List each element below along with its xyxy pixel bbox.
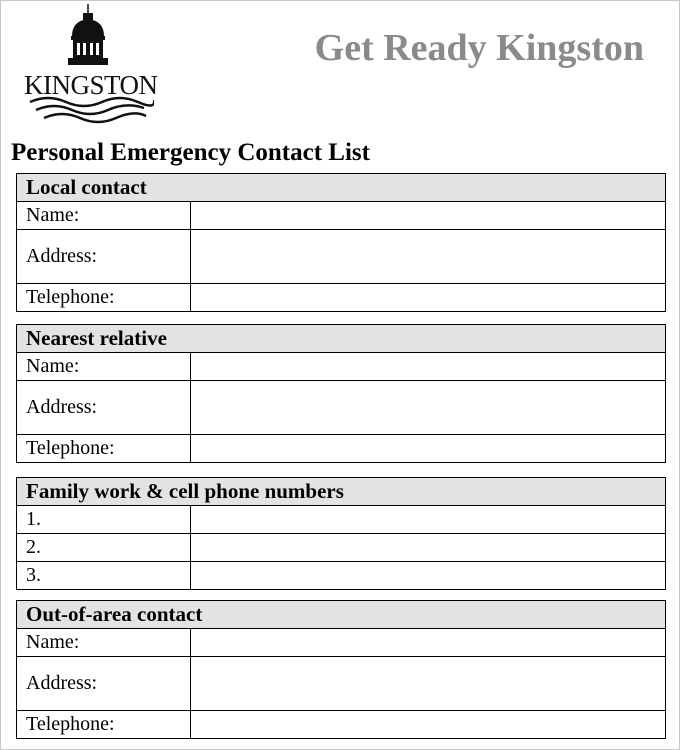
- section-heading: Nearest relative: [17, 325, 665, 353]
- table-row: [17, 629, 665, 657]
- field-label: Name:: [17, 202, 191, 229]
- telephone-field[interactable]: [191, 435, 665, 462]
- address-field[interactable]: [191, 381, 665, 434]
- table-row: [17, 381, 665, 435]
- field-label: Name:: [17, 353, 191, 380]
- field-label: Name:: [17, 629, 191, 656]
- section-nearest-relative: [16, 324, 666, 463]
- section-heading: Out-of-area contact: [17, 601, 665, 629]
- kingston-logo: [22, 4, 158, 128]
- name-field[interactable]: [191, 629, 665, 656]
- field-label: 2.: [17, 534, 191, 561]
- address-field[interactable]: [191, 657, 665, 710]
- telephone-field[interactable]: [191, 284, 665, 311]
- field-label: Telephone:: [17, 284, 191, 311]
- field-label: Telephone:: [17, 711, 191, 738]
- table-row: [17, 534, 665, 562]
- field-label: 1.: [17, 506, 191, 533]
- phone-number-field[interactable]: [191, 506, 665, 533]
- name-field[interactable]: [191, 202, 665, 229]
- page-title: Personal Emergency Contact List: [11, 139, 370, 166]
- brand-title: Get Ready Kingston: [314, 27, 644, 69]
- table-row: [17, 284, 665, 311]
- section-local-contact: [16, 173, 666, 312]
- field-label: 3.: [17, 562, 191, 589]
- address-field[interactable]: [191, 230, 665, 283]
- section-heading: Family work & cell phone numbers: [17, 478, 665, 506]
- telephone-field[interactable]: [191, 711, 665, 738]
- table-row: [17, 711, 665, 738]
- phone-number-field[interactable]: [191, 534, 665, 561]
- city-hall-dome-icon: [22, 4, 158, 128]
- table-row: [17, 353, 665, 381]
- table-row: [17, 202, 665, 230]
- name-field[interactable]: [191, 353, 665, 380]
- field-label: Telephone:: [17, 435, 191, 462]
- table-row: [17, 657, 665, 711]
- table-row: [17, 435, 665, 462]
- section-family-numbers: [16, 477, 666, 590]
- section-out-of-area-contact: [16, 600, 666, 739]
- field-label: Address:: [17, 657, 191, 710]
- table-row: [17, 562, 665, 589]
- table-row: [17, 230, 665, 284]
- field-label: Address:: [17, 381, 191, 434]
- phone-number-field[interactable]: [191, 562, 665, 589]
- section-heading: Local contact: [17, 174, 665, 202]
- logo-wordmark: KINGSTON: [24, 70, 158, 100]
- table-row: [17, 506, 665, 534]
- field-label: Address:: [17, 230, 191, 283]
